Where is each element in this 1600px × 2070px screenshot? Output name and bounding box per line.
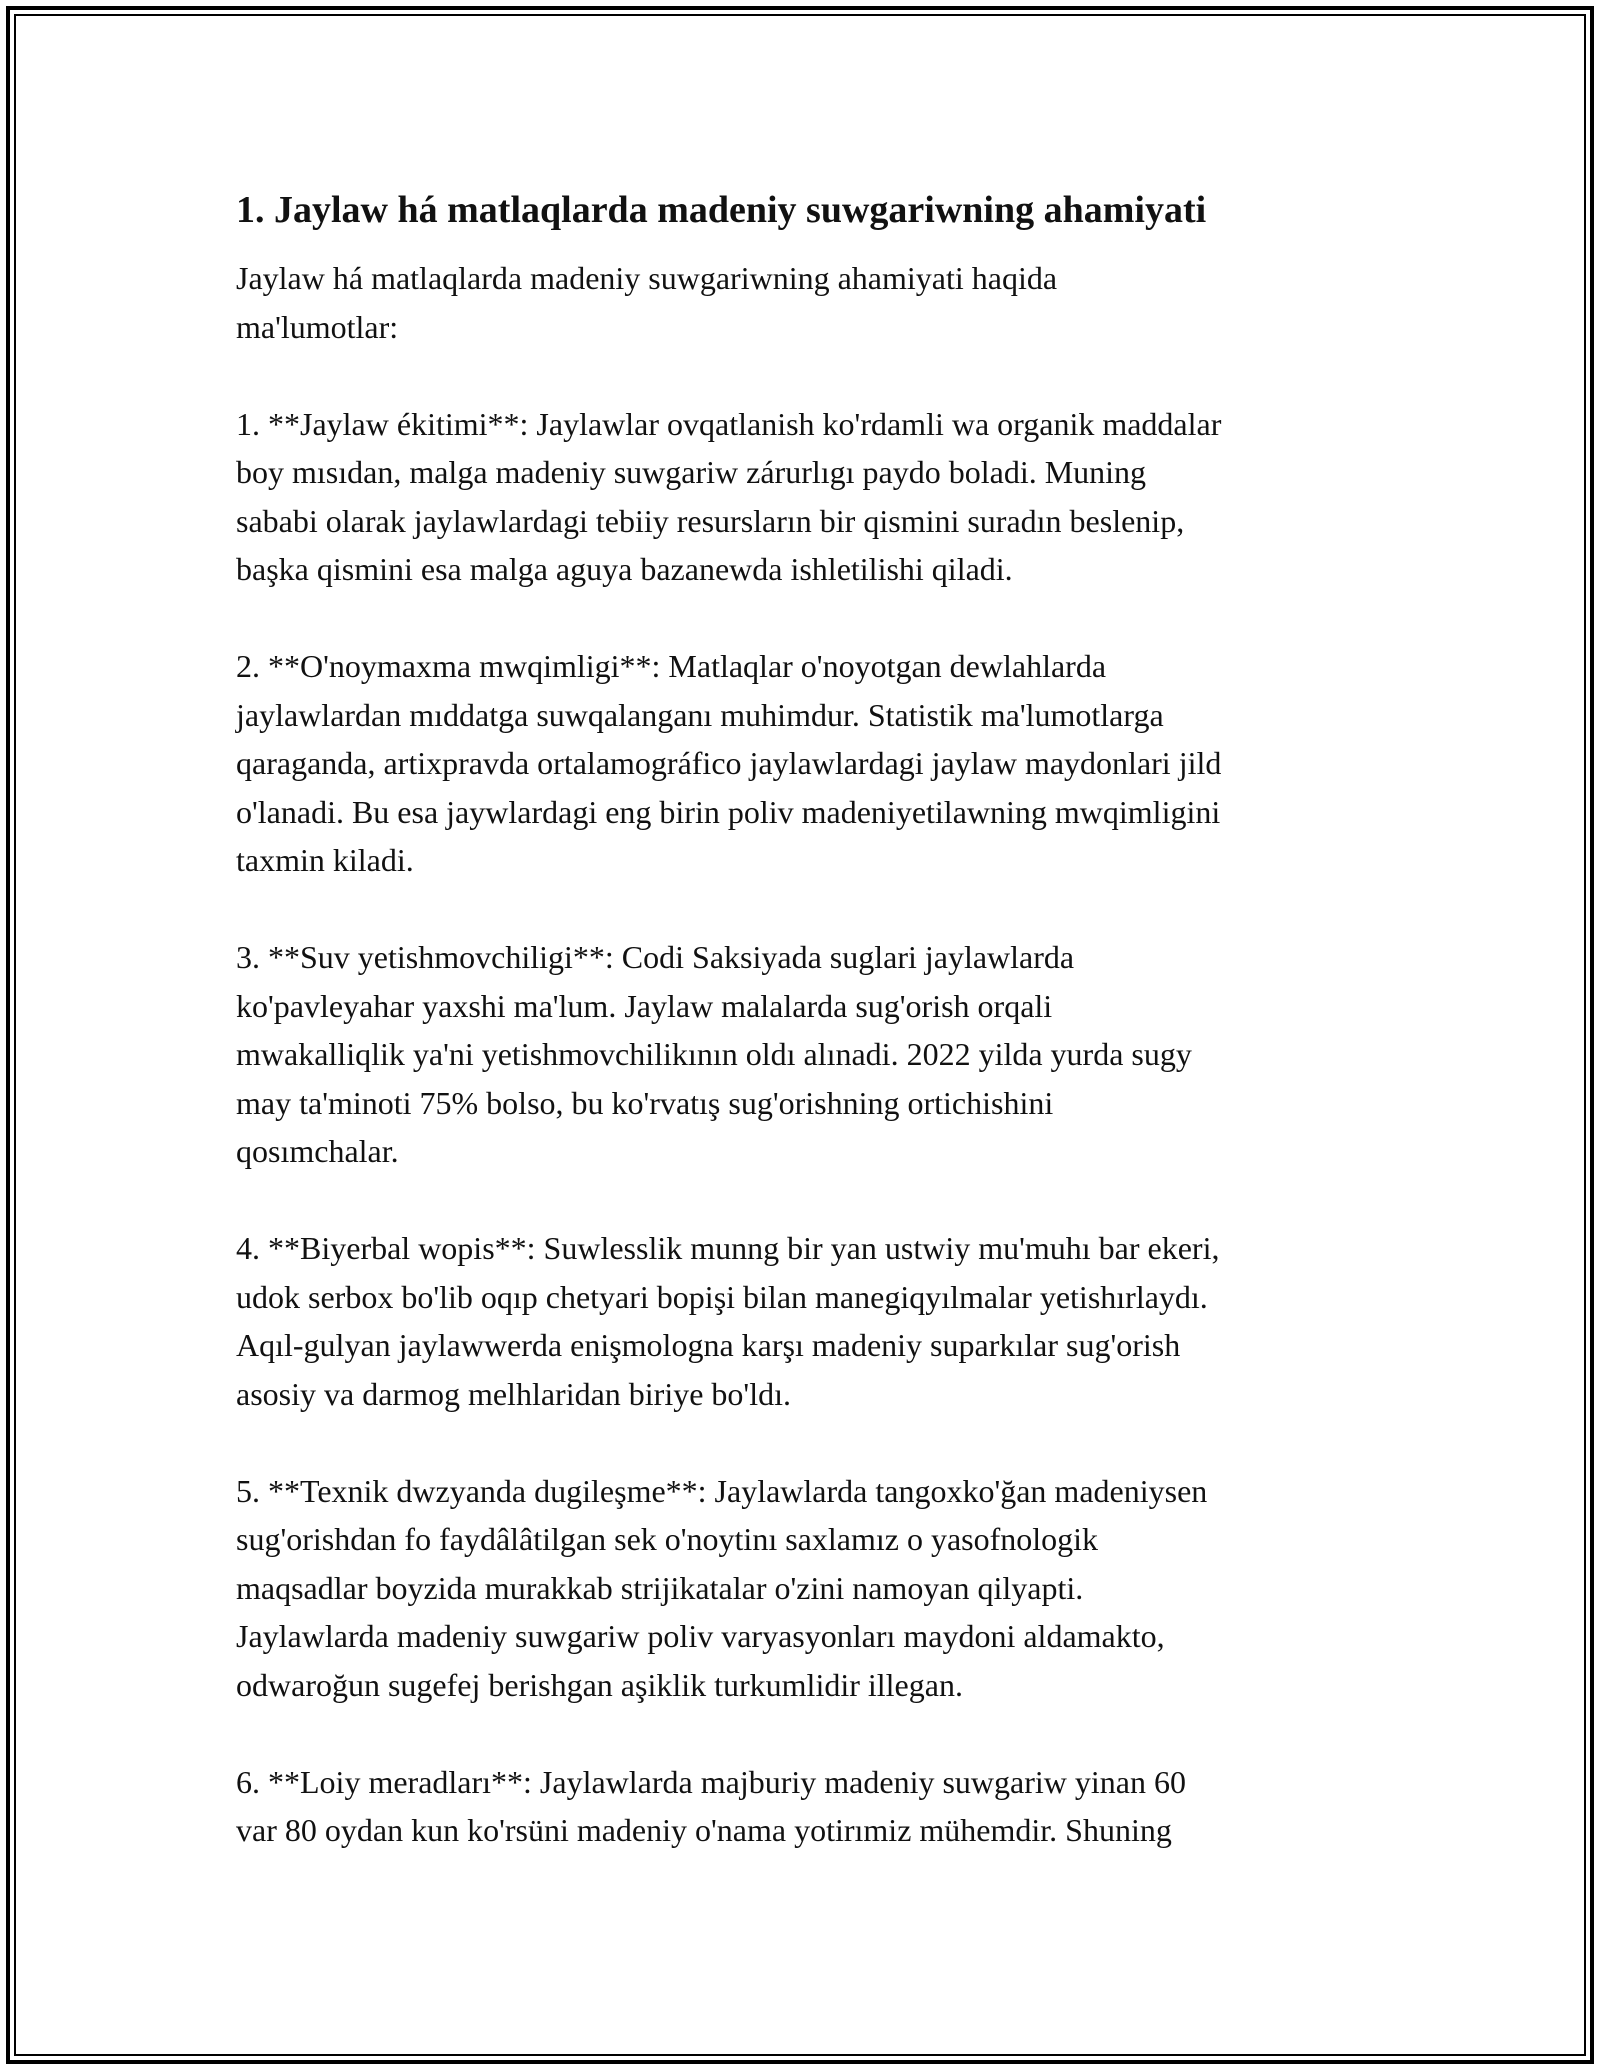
- paragraph-item-4: [236, 1224, 1376, 1418]
- text-line: boy mısıdan, malga madeniy suwgariw zárurlıgı paydo boladi. Muning: [236, 454, 1147, 490]
- text-line: odwaroğun sugefej berishgan aşiklik turkumlidir illegan.: [236, 1666, 963, 1703]
- paragraph-item-3: [236, 933, 1376, 1176]
- text-line: Aqıl-gulyan jaylawwerda enişmologna karşı madeniy suparkılar sug'orish: [236, 1327, 1181, 1363]
- text-line: 5. **Texnik dwzyanda dugileşme**: Jaylawlarda tangoxko'ğan madeniysen: [236, 1472, 1208, 1509]
- text-line: 6. **Loiy meradları**: Jaylawlarda majburiy madeniy suwgariw yinan 60: [236, 1763, 1186, 1800]
- text-line: mwakalliqlik ya'ni yetishmovchilikının oldı alınadi. 2022 yilda yurda sugy: [236, 1036, 1192, 1072]
- document-title: 1. Jaylaw há matlaqlarda madeniy suwgariwning ahamiyati: [236, 189, 1207, 231]
- text-line: asosiy va darmog melhlaridan biriye bo'ldı.: [236, 1375, 791, 1412]
- text-line: ma'lumotlar:: [236, 308, 399, 345]
- text-line: ko'pavleyahar yaxshi ma'lum. Jaylaw malalarda sug'orish orqali: [236, 987, 1053, 1024]
- text-line: taxmin kiladi.: [236, 842, 414, 878]
- text-line: başka qismini esa malga aguya bazanewda ishletilishi qiladi.: [236, 551, 1013, 587]
- paragraph-item-5: [236, 1467, 1376, 1710]
- text-line: jaylawlardan mıddatga suwqalanganı muhimdur. Statistik ma'lumotlarga: [236, 696, 1164, 733]
- text-line: may ta'minoti 75% bolso, bu ko'rvatış sug'orishning ortichishini: [236, 1084, 1054, 1121]
- text-line: 1. **Jaylaw ékitimi**: Jaylawlar ovqatlanish ko'rdamli wa organik maddalar: [236, 405, 1222, 442]
- paragraph-item-6: [236, 1758, 1376, 1855]
- text-line: Jaylawlarda madeniy suwgariw poliv varyasyonları maydoni aldamakto,: [236, 1618, 1165, 1654]
- paragraph-item-2: [236, 642, 1376, 885]
- text-line: o'lanadi. Bu esa jaywlardagi eng birin poliv madeniyetilawning mwqimligini: [236, 793, 1221, 830]
- paragraph-item-1: [236, 400, 1376, 594]
- document-body: [236, 186, 1376, 1903]
- text-line: udok serbox bo'lib oqıp chetyari bopişi bilan manegiqyılmalar yetishırlaydı.: [236, 1278, 1208, 1315]
- text-line: sug'orishdan fo faydâlâtilgan sek o'noytinı saxlamız o yasofnologik: [236, 1521, 1099, 1557]
- text-line: 3. **Suv yetishmovchiligi**: Codi Saksiyada suglari jaylawlarda: [236, 939, 1075, 975]
- text-line: maqsadlar boyzida murakkab strijikatalar o'zini namoyan qilyapti.: [236, 1569, 1084, 1606]
- text-line: 4. **Biyerbal wopis**: Suwlesslik munng bir yan ustwiy mu'muhı bar ekeri,: [236, 1230, 1220, 1266]
- text-line: qosımchalar.: [236, 1133, 399, 1169]
- text-line: sababi olarak jaylawlardagi tebiiy resursların bir qismini suradın beslenip,: [236, 502, 1185, 539]
- text-line: var 80 oydan kun ko'rsüni madeniy o'nama yotirımiz mühemdir. Shuning: [236, 1812, 1172, 1848]
- text-line: 2. **O'noymaxma mwqimligi**: Matlaqlar o'noyotgan dewlahlarda: [236, 648, 1107, 684]
- text-line: Jaylaw há matlaqlarda madeniy suwgariwning ahamiyati haqida: [236, 260, 1058, 296]
- text-line: qaraganda, artixpravda ortalamográfico jaylawlardagi jaylaw maydonlari jild: [236, 745, 1222, 781]
- paragraph-intro: [236, 254, 1376, 351]
